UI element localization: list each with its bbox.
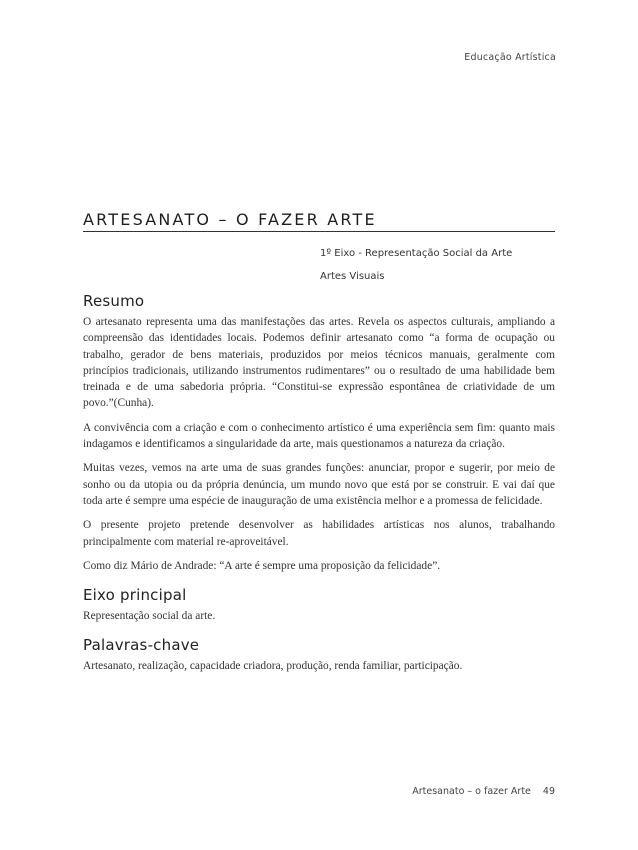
eixo-section <box>83 586 555 624</box>
resumo-paragraph-5: Como diz Mário de Andrade: “A arte é sempre uma proposição da felicidade”. <box>83 559 441 572</box>
resumo-paragraph-3: Muitas vezes, vemos na arte uma de suas grandes funções: anunciar, propor e sugerir, por meio de sonho ou da utopia ou da própria denúncia, um mundo novo que está por se construir. E vai daí que toda arte é sempre uma espécie de inauguração de uma existência melhor e a promessa de felicidade. <box>83 462 555 507</box>
article-area: Artes Visuais <box>320 271 385 282</box>
eixo-text: Representação social da arte. <box>83 610 216 623</box>
eixo-heading: Eixo principal <box>83 586 187 605</box>
palavras-heading: Palavras-chave <box>83 636 200 655</box>
palavras-section <box>83 636 555 674</box>
article-title: ARTESANATO – O FAZER ARTE <box>83 210 555 232</box>
article-body <box>83 292 555 683</box>
page-number: 49 <box>542 786 555 797</box>
footer-running-title: Artesanato – o fazer Arte <box>412 786 531 797</box>
resumo-heading: Resumo <box>83 292 145 310</box>
resumo-paragraph-4: O presente projeto pretende desenvolver as habilidades artísticas nos alunos, trabalhando principalmente com material re-aproveitável. <box>83 519 555 548</box>
page-footer <box>412 786 555 797</box>
running-header: Educação Artística <box>464 52 556 63</box>
resumo-paragraph-2: A convivência com a criação e com o conhecimento artístico é uma experiência sem fim: quanto mais indagamos e identificamos a singularidade da arte, mais questionamos a natureza da criação. <box>83 421 555 451</box>
resumo-section <box>83 292 555 574</box>
article-axis: 1º Eixo - Representação Social da Arte <box>320 248 513 259</box>
resumo-paragraph-1: O artesanato representa uma das manifestações das artes. Revela os aspectos culturais, ampliando a compreensão das identidades locais. Podemos definir artesanato como “a forma de ocupação ou trabalho, gerador de bens materiais, produzidos por meios técnicos manuais, geralmente com princípios tradicionais, utilizando instrumentos rudimentares” ou o resultado de uma habilidade bem treinada e de uma sabedoria própria. “Constitui-se expressão espontânea de criatividade de um povo.”(Cunha). <box>83 316 555 410</box>
title-block <box>83 210 555 232</box>
palavras-text: Artesanato, realização, capacidade criadora, produção, renda familiar, participação. <box>83 660 463 673</box>
